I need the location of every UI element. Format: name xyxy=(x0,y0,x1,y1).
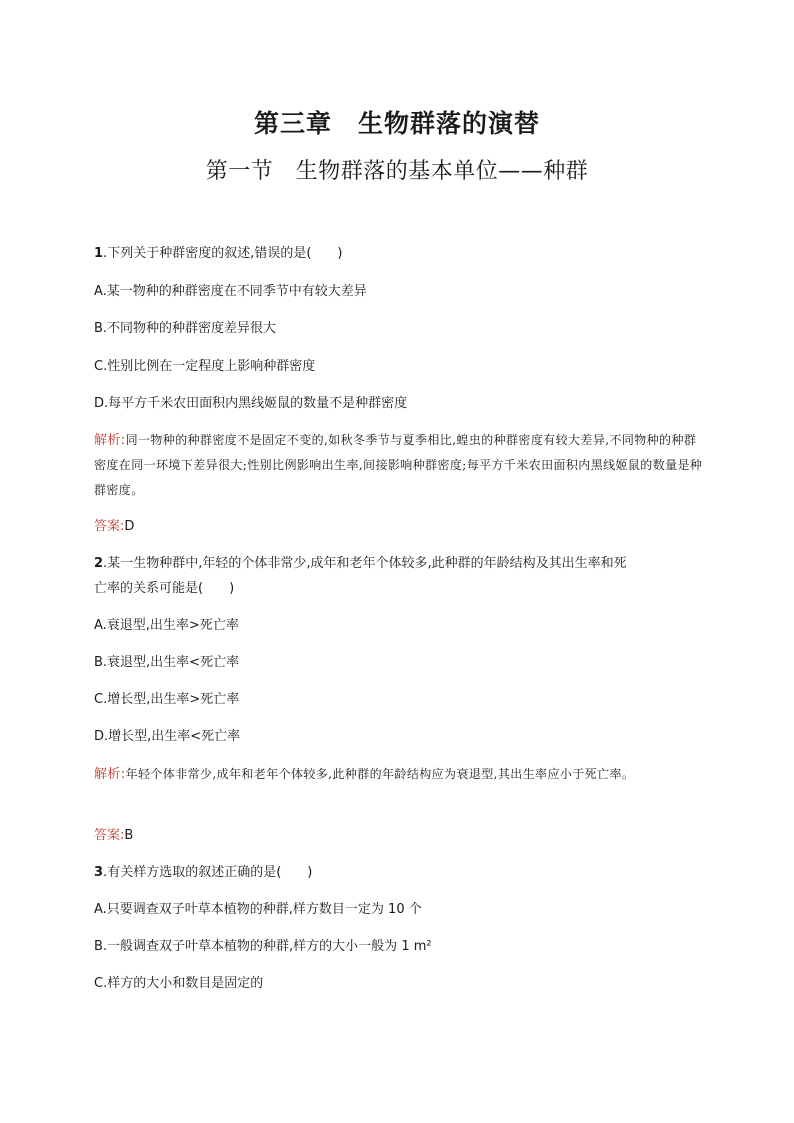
answer-value: B xyxy=(124,828,134,843)
question-number: 2 xyxy=(94,556,104,571)
question-3-stem: 3.有关样方选取的叙述正确的是( ) xyxy=(94,865,313,880)
answer-label: 答案: xyxy=(94,519,125,534)
question-1-answer xyxy=(94,518,134,536)
question-stem-text: 有关样方选取的叙述正确的是( ) xyxy=(107,865,313,880)
question-3-option-b: B.一般调查双子叶草本植物的种群,样方的大小一般为 1 m² xyxy=(94,939,432,954)
question-1-analysis xyxy=(94,428,706,503)
analysis-label: 解析: xyxy=(94,767,126,782)
question-1-option-c: C.性别比例在一定程度上影响种群密度 xyxy=(94,359,316,374)
question-2-analysis xyxy=(94,762,706,787)
answer-value: D xyxy=(124,519,135,534)
section-title: 第一节 生物群落的基本单位——种群 xyxy=(205,159,589,184)
question-2-option-b: B.衰退型,出生率<死亡率 xyxy=(94,655,240,670)
analysis-text: 年轻个体非常少,成年和老年个体较多,此种群的年龄结构应为衰退型,其出生率应小于死亡率。 xyxy=(125,767,635,781)
answer-label: 答案: xyxy=(94,828,125,843)
question-1-option-b: B.不同物种的种群密度差异很大 xyxy=(94,321,277,336)
question-2-option-d: D.增长型,出生率<死亡率 xyxy=(94,729,241,744)
analysis-text: 同一物种的种群密度不是固定不变的,如秋冬季节与夏季相比,蝗虫的种群密度有较大差异,不同物种的种群密度在同一环境下差异很大;性别比例影响出生率,间接影响种群密度;每平方千米农田面积内黑线姬鼠的数量是种群密度。 xyxy=(94,433,703,497)
question-2-option-a: A.衰退型,出生率>死亡率 xyxy=(94,618,239,633)
question-2-option-c: C.增长型,出生率>死亡率 xyxy=(94,692,240,707)
question-1-option-a: A.某一物种的种群密度在不同季节中有较大差异 xyxy=(94,284,367,299)
chapter-title: 第三章 生物群落的演替 xyxy=(253,109,540,138)
question-1-stem: 1.下列关于种群密度的叙述,错误的是( ) xyxy=(94,246,343,261)
question-2-stem-line-1: 2.某一生物种群中,年轻的个体非常少,成年和老年个体较多,此种群的年龄结构及其出生率和死 xyxy=(94,556,627,571)
question-number: 1 xyxy=(94,246,104,261)
question-3-option-c: C.样方的大小和数目是固定的 xyxy=(94,976,264,991)
analysis-label: 解析: xyxy=(94,433,126,448)
question-2-answer xyxy=(94,827,133,845)
question-3-option-a: A.只要调查双子叶草本植物的种群,样方数目一定为 10 个 xyxy=(94,902,422,917)
question-2-stem-line-2: 亡率的关系可能是( ) xyxy=(94,581,235,596)
question-number: 3 xyxy=(94,865,104,880)
question-stem-text: 下列关于种群密度的叙述,错误的是( ) xyxy=(107,246,343,261)
question-1-option-d: D.每平方千米农田面积内黑线姬鼠的数量不是种群密度 xyxy=(94,396,408,411)
question-stem-text: 某一生物种群中,年轻的个体非常少,成年和老年个体较多,此种群的年龄结构及其出生率和死 xyxy=(107,556,627,571)
